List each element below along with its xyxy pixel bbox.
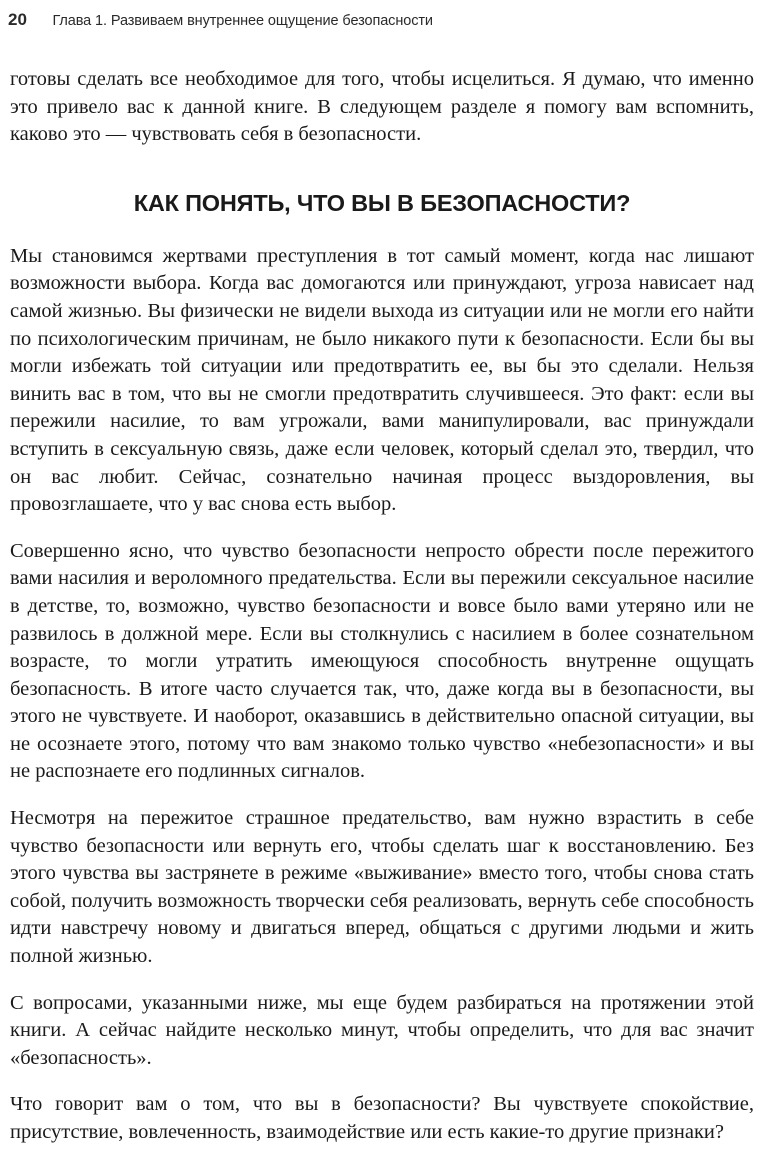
body-paragraph: Мы становимся жертвами преступления в тот самый момент, когда нас лишают возможности выбора. Когда вас домогаются или принуждают, угроза нависает над самой жизнью. Вы физически не видели выхода из ситуации или не могли его найти по психологическим причинам, не было никакого пути к безопасности. Если бы вы могли избежать той ситуации или предотвратить ее, вы бы это сделали. Нельзя винить вас в том, что вы не смогли предотвратить случившееся. Это факт: если вы пережили насилие, то вам угрожали, вами манипулировали, вас принуждали вступить в сексуальную связь, даже если человек, который сделал это, твердил, что он вас любит. Сейчас, сознательно начиная процесс выздоровления, вы провозглашаете, что у вас снова есть выбор. — [10, 244, 754, 516]
chapter-title: Глава 1. Развиваем внутреннее ощущение безопасности — [52, 13, 433, 29]
running-head — [8, 10, 758, 34]
section-heading: КАК ПОНЯТЬ, ЧТО ВЫ В БЕЗОПАСНОСТИ? — [133, 189, 631, 216]
body-paragraph: С вопросами, указанными ниже, мы еще будем разбираться на протяжении этой книги. А сейчас найдите несколько минут, чтобы определить, что для вас значит «безопасность». — [10, 991, 754, 1069]
body-paragraph: Что говорит вам о том, что вы в безопасности? Вы чувствуете спокойствие, присутствие, вовлеченность, взаимодействие или есть какие-то другие признаки? — [10, 1093, 754, 1143]
intro-paragraph: готовы сделать все необходимое для того, чтобы исцелиться. Я думаю, что именно это привело вас к данной книге. В следующем разделе я помогу вам вспомнить, каково это — чувствовать себя в безопасности. — [10, 68, 754, 146]
body-paragraph: Несмотря на пережитое страшное предательство, вам нужно взрастить в себе чувство безопасности или вернуть его, чтобы сделать шаг к восстановлению. Без этого чувства вы застрянете в режиме «выживание» вместо того, чтобы снова стать собой, получить возможность творчески себя реализовать, вернуть себе способность идти навстречу новому и двигаться вперед, общаться с другими людьми и жить полной жизнью. — [10, 807, 754, 968]
page-body — [10, 66, 754, 1166]
body-paragraph: Совершенно ясно, что чувство безопасности непросто обрести после пережитого вами насилия и вероломного предательства. Если вы пережили сексуальное насилие в детстве, то, возможно, чувство безопасности и вовсе было вами утеряно или не развилось в должной мере. Если вы столкнулись с насилием в более сознательном возрасте, то могли утратить имеющуюся способность внутренне ощущать безопасность. В итоге часто случается так, что, даже когда вы в безопасности, вы этого не чувствуете. И наоборот, оказавшись в действительно опасной ситуации, вы не осознаете этого, потому что вам знакомо только чувство «небезопасности» и вы не распознаете его подлинных сигналов. — [10, 539, 754, 783]
page-number: 20 — [8, 10, 27, 29]
